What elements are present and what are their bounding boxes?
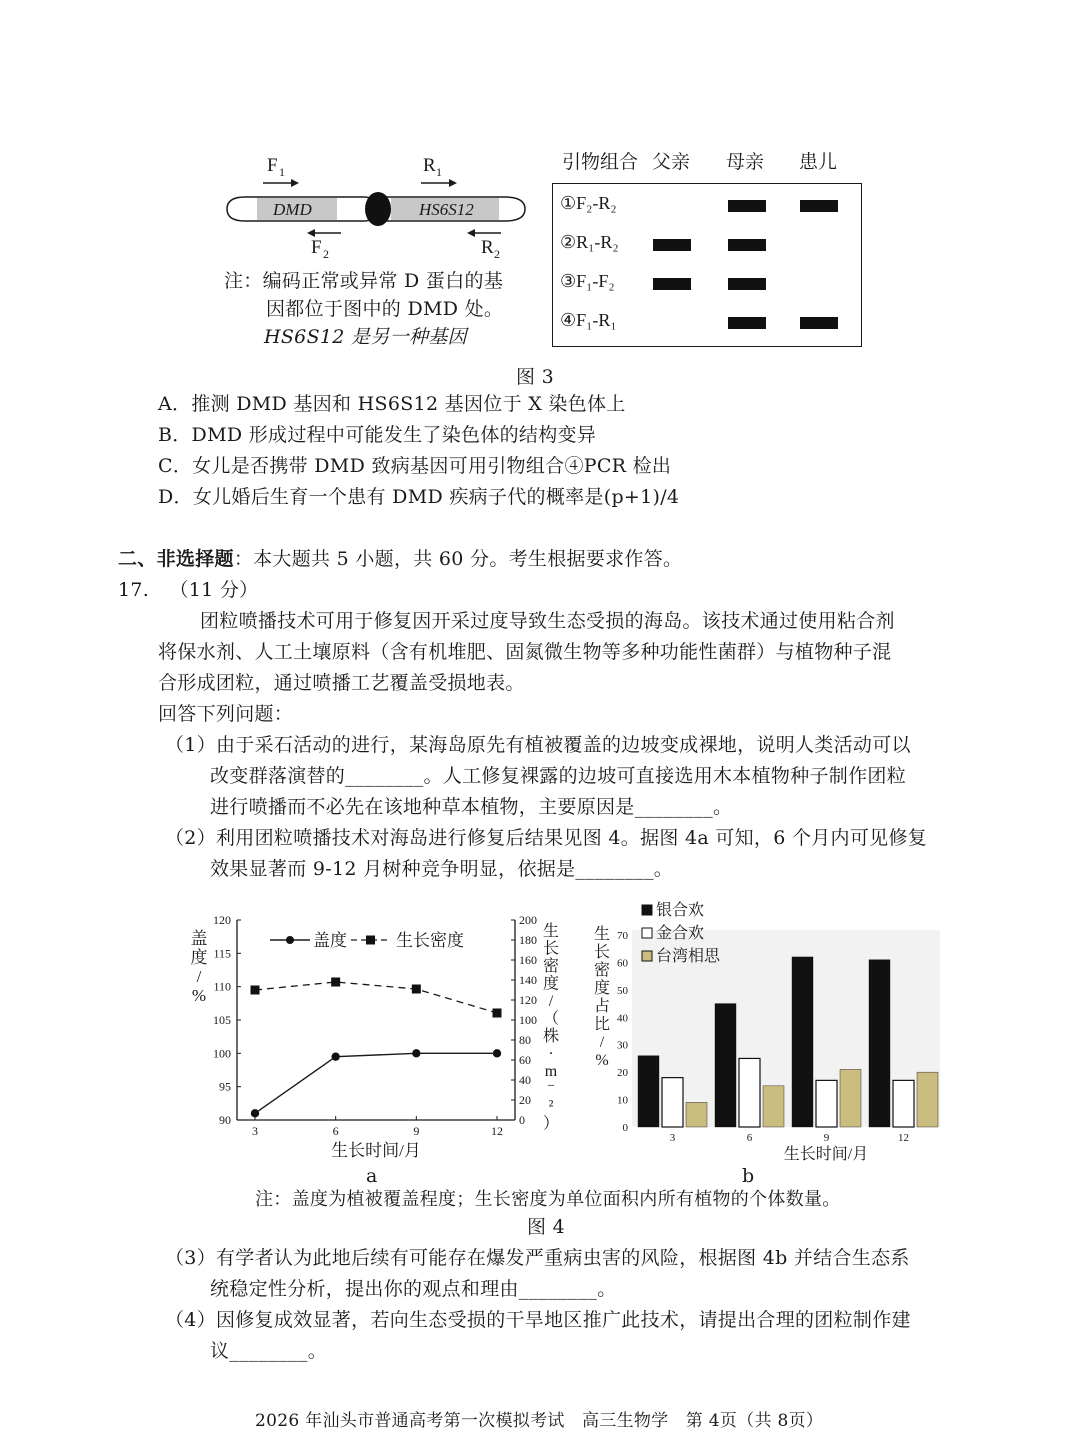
- q17-part1-line1: （1）由于采石活动的进行，某海岛原先有植被覆盖的边坡变成裸地，说明人类活动可以: [165, 734, 911, 756]
- tick-label-left: 90: [219, 1113, 231, 1127]
- tick-label-y: 70: [617, 930, 628, 942]
- primer-row-label: ①F₂-R₂: [560, 193, 617, 213]
- y-axis-title-char: %: [595, 1052, 609, 1069]
- svg-text:R: R: [423, 155, 436, 176]
- tick-label-x: 12: [491, 1124, 503, 1138]
- table-header-mother: 母亲: [726, 151, 765, 173]
- gene-hs6s12: HS6S12: [419, 200, 474, 219]
- tick-label-y: 40: [617, 1012, 628, 1025]
- tick-label-right: 120: [519, 993, 537, 1007]
- y-axis-title-left-char: 度: [190, 948, 208, 967]
- pcr-band: [728, 278, 766, 290]
- tick-label-x: 3: [252, 1124, 258, 1138]
- q17-part2-line2: 效果显著而 9-12 月树种竞争明显，依据是________。: [210, 858, 674, 880]
- point-density: [251, 986, 260, 995]
- y-axis-title-char: 长: [593, 944, 611, 961]
- primer-row-label: ④F₁-R₁: [560, 310, 617, 330]
- tick-label-left: 120: [213, 913, 231, 927]
- q17-part4-line2: 议________。: [210, 1340, 327, 1362]
- bar: [869, 960, 890, 1127]
- y-axis-title-char: 占: [593, 998, 611, 1015]
- primer-f1: [263, 155, 299, 187]
- legend-swatch: [642, 951, 652, 961]
- q17-intro-2: 将保水剂、人工土壤原料（含有机堆肥、固氮微生物等多种功能性菌群）与植物种子混: [158, 641, 892, 663]
- svg-text:2: 2: [323, 247, 329, 261]
- point-density: [412, 985, 421, 994]
- figure4a-label: a: [366, 1165, 378, 1187]
- primer-row-label: ③F₁-F₂: [560, 271, 615, 291]
- series-line-cover: [255, 1053, 497, 1113]
- x-axis-title: 生长时间/月: [331, 1141, 421, 1160]
- bar: [840, 1069, 861, 1127]
- table-header-primer: 引物组合: [562, 151, 639, 173]
- tick-label-right: 40: [519, 1073, 531, 1087]
- y-axis-title-right-char: 密: [542, 958, 560, 975]
- svg-text:1: 1: [279, 165, 285, 179]
- point-density: [493, 1009, 502, 1018]
- tick-label-right: 20: [519, 1093, 531, 1107]
- y-axis-title-right-char: 株: [542, 1028, 560, 1045]
- legend-marker-density: [366, 936, 375, 945]
- pcr-band: [800, 317, 838, 329]
- tick-label-right: 160: [519, 953, 537, 967]
- bar: [816, 1080, 837, 1127]
- table-header-child: 患儿: [799, 151, 838, 173]
- legend-label-cover: 盖度: [313, 931, 347, 950]
- bar: [893, 1080, 914, 1127]
- tick-label-right: 200: [519, 913, 537, 927]
- tick-label-x: 3: [669, 1132, 676, 1144]
- y-axis-title-char: 密: [593, 962, 611, 979]
- y-axis-title-char: /: [599, 1034, 605, 1051]
- bar: [739, 1058, 760, 1127]
- figure3-chromosome: [215, 145, 535, 265]
- gene-dmd: DMD: [273, 200, 312, 219]
- chromosome: [227, 192, 525, 226]
- figure4-caption: 图 4: [527, 1216, 566, 1238]
- primer-f2: [307, 229, 341, 261]
- x-axis-title: 生长时间/月: [783, 1146, 869, 1163]
- figure4a: [185, 900, 580, 1165]
- section2-heading: 二、非选择题: [118, 548, 234, 570]
- y-axis-title-left-char: /: [196, 967, 202, 986]
- option-a: A．推测 DMD 基因和 HS6S12 基因位于 X 染色体上: [158, 393, 626, 415]
- svg-text:R: R: [481, 237, 494, 258]
- figure3-note-line1: 注：编码正常或异常 D 蛋白的基: [224, 270, 504, 292]
- primer-r1: [421, 155, 457, 187]
- pcr-band: [728, 239, 766, 251]
- q17-intro-1: 团粒喷播技术可用于修复因开采过度导致生态受损的海岛。该技术通过使用粘合剂: [200, 610, 895, 632]
- section2-line: [118, 546, 682, 572]
- figure4b: [588, 895, 948, 1165]
- bar: [792, 957, 813, 1127]
- option-b: B．DMD 形成过程中可能发生了染色体的结构变异: [158, 424, 597, 446]
- tick-label-y: 30: [617, 1039, 628, 1052]
- tick-label-right: 180: [519, 933, 537, 947]
- y-axis-title-right-char: ²: [548, 1098, 554, 1115]
- primer-r2: [467, 229, 501, 261]
- svg-text:F: F: [267, 155, 278, 176]
- y-axis-title-char: 比: [593, 1016, 611, 1033]
- bar: [662, 1078, 683, 1127]
- tick-label-y: 20: [617, 1067, 628, 1080]
- tick-label-right: 0: [519, 1113, 525, 1127]
- tick-label-left: 110: [213, 979, 231, 994]
- y-axis-title-left-char: %: [191, 986, 207, 1005]
- bar: [638, 1056, 659, 1127]
- point-density: [331, 978, 340, 987]
- tick-label-x: 6: [332, 1124, 339, 1138]
- y-axis-title-right-char: ）: [542, 1115, 560, 1133]
- q17-header: [118, 577, 259, 603]
- y-axis-title-right-char: /: [548, 993, 554, 1010]
- page-footer: 2026 年汕头市普通高考第一次模拟考试 高三生物学 第 4页（共 8页）: [255, 1411, 824, 1431]
- y-axis-title-right-char: 度: [542, 975, 560, 993]
- point-cover: [251, 1109, 259, 1117]
- y-axis-title-right-char: m: [544, 1063, 558, 1080]
- table-header-father: 父亲: [652, 151, 691, 173]
- pcr-band: [653, 278, 691, 290]
- tick-label-right: 60: [519, 1053, 531, 1067]
- figure3-note-line2: 因都位于图中的 DMD 处。: [266, 298, 504, 320]
- bar: [686, 1102, 707, 1127]
- primer-row-label: ②R₁-R₂: [560, 232, 619, 252]
- q17-part3-line1: （3）有学者认为此地后续有可能存在爆发严重病虫害的风险，根据图 4b 并结合生态系: [165, 1247, 910, 1269]
- bar: [715, 1004, 736, 1127]
- tick-label-left: 115: [213, 946, 231, 961]
- q17-prompt: 回答下列问题：: [158, 703, 294, 725]
- q17-part1-line2: 改变群落演替的________。人工修复裸露的边坡可直接选用木本植物种子制作团粒: [210, 765, 907, 787]
- legend-label: 金合欢: [656, 925, 705, 942]
- tick-label-x: 9: [413, 1124, 420, 1138]
- point-cover: [493, 1049, 501, 1057]
- pcr-band: [800, 200, 838, 212]
- pcr-band: [653, 239, 691, 251]
- tick-label-left: 95: [219, 1079, 231, 1094]
- legend-label: 银合欢: [656, 902, 705, 919]
- tick-label-y: 50: [617, 984, 628, 997]
- figure4b-label: b: [742, 1165, 755, 1187]
- y-axis-title-right-char: ⁻: [546, 1080, 556, 1098]
- tick-label-right: 140: [519, 973, 537, 987]
- q17-part3-line2: 统稳定性分析，提出你的观点和理由________。: [210, 1278, 617, 1300]
- tick-label-left: 105: [213, 1013, 231, 1027]
- svg-text:1: 1: [436, 165, 442, 179]
- tick-label-y: 0: [622, 1122, 628, 1134]
- tick-label-y: 10: [617, 1094, 628, 1107]
- tick-label-x: 9: [823, 1132, 830, 1144]
- svg-text:2: 2: [494, 247, 500, 261]
- y-axis-title-right-char: （: [542, 1010, 560, 1028]
- q17-part2-line1: （2）利用团粒喷播技术对海岛进行修复后结果见图 4。据图 4a 可知，6 个月内可见修复: [165, 827, 928, 849]
- figure3-note-line3: HS6S12 是另一种基因: [264, 326, 467, 348]
- pcr-band: [728, 200, 766, 212]
- y-axis-title-char: 度: [593, 980, 611, 997]
- q17-score: （11 分）: [169, 579, 259, 601]
- series-line-density: [255, 982, 497, 1013]
- svg-text:F: F: [311, 237, 322, 258]
- tick-label-left: 100: [213, 1046, 231, 1061]
- y-axis-title-right-char: ·: [548, 1045, 554, 1063]
- bar: [763, 1086, 784, 1127]
- y-axis-title-left-char: 盖: [190, 929, 208, 948]
- section2-text: ：本大题共 5 小题，共 60 分。考生根据要求作答。: [233, 548, 683, 570]
- legend-marker-cover: [286, 936, 294, 944]
- tick-label-right: 100: [519, 1013, 537, 1027]
- q17-intro-3: 合形成团粒，通过喷播工艺覆盖受损地表。: [158, 672, 525, 694]
- primer-table: [548, 145, 868, 355]
- option-c: C．女儿是否携带 DMD 致病基因可用引物组合④PCR 检出: [158, 455, 672, 477]
- tick-label-right: 80: [519, 1033, 531, 1047]
- y-axis-title-right-char: 长: [542, 940, 560, 958]
- tick-label-x: 12: [898, 1132, 909, 1144]
- pcr-band: [728, 317, 766, 329]
- q17-number: 17.: [118, 579, 150, 601]
- tick-label-y: 60: [617, 957, 628, 970]
- point-cover: [331, 1052, 339, 1060]
- legend-swatch: [642, 928, 652, 938]
- y-axis-title-char: 生: [593, 926, 611, 943]
- option-d: D．女儿婚后生育一个患有 DMD 疾病子代的概率是(p+1)/4: [158, 486, 680, 508]
- legend-swatch: [642, 905, 652, 915]
- legend-label: 台湾相思: [656, 948, 721, 965]
- q17-part4-line1: （4）因修复成效显著，若向生态受损的干旱地区推广此技术，请提出合理的团粒制作建: [165, 1309, 911, 1331]
- bar: [917, 1072, 938, 1127]
- figure4-note: 注：盖度为植被覆盖程度；生长密度为单位面积内所有植物的个体数量。: [255, 1189, 841, 1210]
- q17-part1-line3: 进行喷播而不必先在该地种草本植物，主要原因是________。: [210, 796, 733, 818]
- legend-label-density: 生长密度: [396, 931, 464, 950]
- tick-label-x: 6: [746, 1132, 753, 1144]
- point-cover: [412, 1049, 420, 1057]
- y-axis-title-right-char: 生: [542, 923, 560, 940]
- figure3-caption: 图 3: [516, 366, 555, 388]
